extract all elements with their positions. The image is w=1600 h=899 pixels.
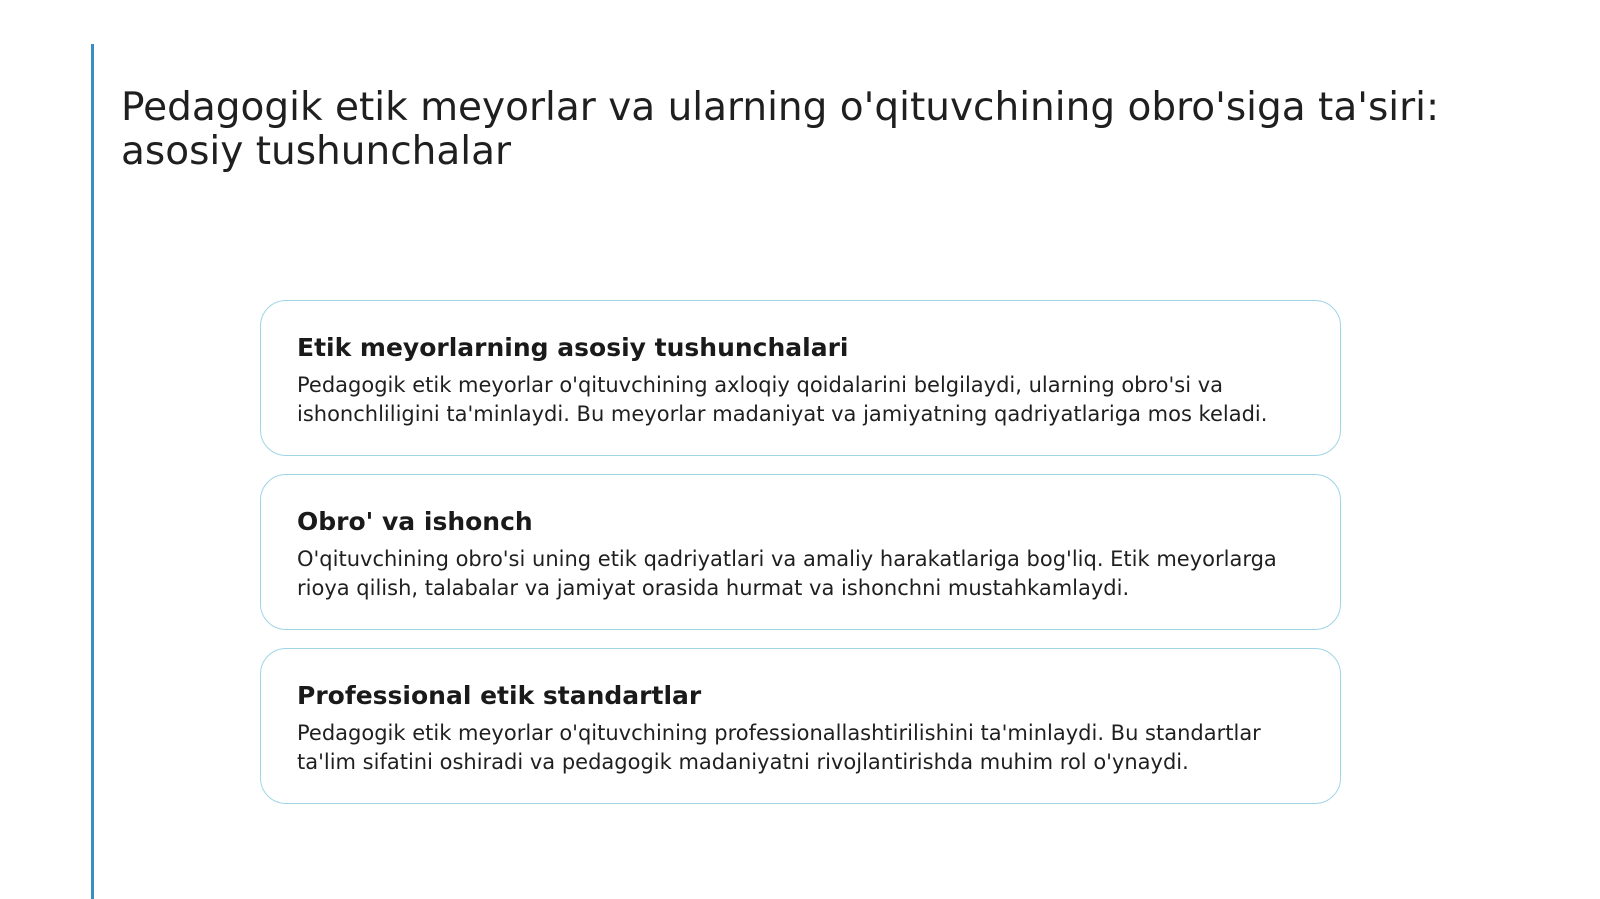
accent-bar bbox=[91, 44, 94, 899]
card-body: O'qituvchining obro'si uning etik qadriyatlari va amaliy harakatlariga bog'liq. Etik meyorlarga rioya qilish, talabalar va jamiyat orasida hurmat va ishonchni mustahkamlaydi. bbox=[297, 547, 1277, 600]
card-reputation-trust bbox=[260, 474, 1341, 630]
card-body: Pedagogik etik meyorlar o'qituvchining axloqiy qoidalarini belgilaydi, ularning obro'si va ishonchliligini ta'minlaydi. Bu meyorlar madaniyat va jamiyatning qadriyatlariga mos keladi. bbox=[297, 373, 1268, 426]
card-list bbox=[260, 300, 1341, 822]
card-title: Etik meyorlarning asosiy tushunchalari bbox=[297, 333, 849, 362]
card-title: Obro' va ishonch bbox=[297, 507, 533, 536]
slide-title: Pedagogik etik meyorlar va ularning o'qituvchining obro'siga ta'siri: asosiy tushunchalar bbox=[121, 85, 1440, 174]
card-ethical-norms-concepts bbox=[260, 300, 1341, 456]
card-professional-standards bbox=[260, 648, 1341, 804]
card-title: Professional etik standartlar bbox=[297, 681, 702, 710]
card-body: Pedagogik etik meyorlar o'qituvchining professionallashtirilishini ta'minlaydi. Bu standartlar ta'lim sifatini oshiradi va pedagogik madaniyatni rivojlantirishda muhim rol o'ynaydi. bbox=[297, 721, 1261, 774]
